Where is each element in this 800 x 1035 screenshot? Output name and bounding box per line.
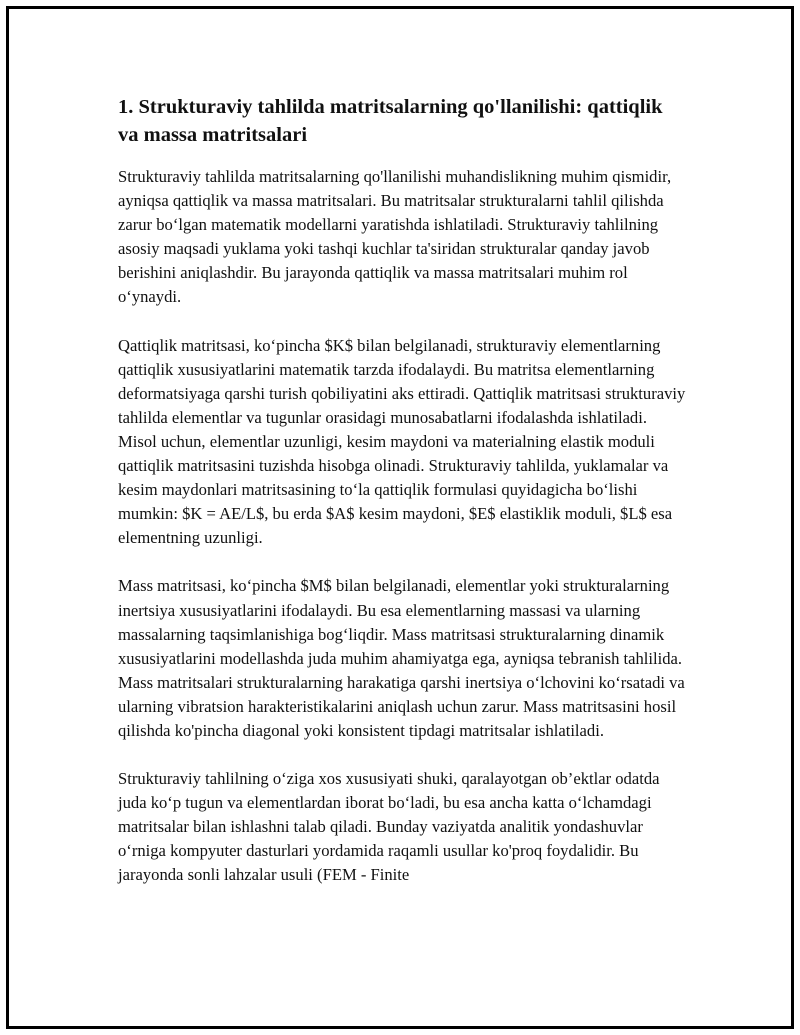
document-body <box>118 93 688 912</box>
paragraph-intro: Strukturaviy tahlilda matritsalarning qo'llanilishi muhandislikning muhim qismidir, ayniqsa qattiqlik va massa matritsalari. Bu matritsalar strukturalarni tahlil qilishda zarur bo‘lgan matematik modellarni yaratishda ishlatiladi. Strukturaviy tahlilning asosiy maqsadi yuklama yoki tashqi kuchlar ta'siridan strukturalar qanday javob berishini aniqlashdir. Bu jarayonda qattiqlik va massa matritsalari muhim rol o‘ynaydi. <box>118 167 672 307</box>
section-heading: 1. Strukturaviy tahlilda matritsalarning qo'llanilishi: qattiqlik va massa matritsalari <box>118 96 663 146</box>
paragraph-mass-matrix: Mass matritsasi, ko‘pincha $M$ bilan belgilanadi, elementlar yoki strukturalarning inertsiya xususiyatlarini ifodalaydi. Bu esa elementlarning massasi va ularning massalarning taqsimlanishiga bog‘liqdir. Mass matritsasi strukturalarning dinamik xususiyatlarini modellashda juda muhim ahamiyatga ega, ayniqsa tebranish tahlilida. Mass matritsalari strukturalarning harakatiga qarshi inertsiya o‘lchovini ko‘rsatadi va ularning vibratsion harakteristikalarini aniqlash uchun zarur. Mass matritsasini hosil qilishda ko'pincha diagonal yoki konsistent tipdagi matritsalar ishlatiladi. <box>118 576 685 740</box>
paragraph-numerical-methods: Strukturaviy tahlilning o‘ziga xos xususiyati shuki, qaralayotgan ob’ektlar odatda juda ko‘p tugun va elementlardan iborat bo‘ladi, bu esa ancha katta o‘lchamdagi matritsalar bilan ishlashni talab qiladi. Bunday vaziyatda analitik yondashuvlar o‘rniga kompyuter dasturlari yordamida raqamli usullar ko'proq foydalidir. Bu jarayonda sonli lahzalar usuli (FEM - Finite <box>118 769 660 885</box>
paragraph-stiffness-matrix: Qattiqlik matritsasi, ko‘pincha $K$ bilan belgilanadi, strukturaviy elementlarning qattiqlik xususiyatlarini matematik tarzda ifodalaydi. Bu matritsa elementlarning deformatsiyaga qarshi turish qobiliyatini aks ettiradi. Qattiqlik matritsasi strukturaviy tahlilda elementlar va tugunlar orasidagi munosabatlarni ifodalashda ishlatiladi. Misol uchun, elementlar uzunligi, kesim maydoni va materialning elastik moduli qattiqlik matritsasini tuzishda hisobga olinadi. Strukturaviy tahlilda, yuklamalar va kesim maydonlari matritsasining to‘la qattiqlik formulasi quyidagicha bo‘lishi mumkin: $K = AE/L$, bu erda $A$ kesim maydoni, $E$ elastiklik moduli, $L$ esa elementning uzunligi. <box>118 335 686 548</box>
